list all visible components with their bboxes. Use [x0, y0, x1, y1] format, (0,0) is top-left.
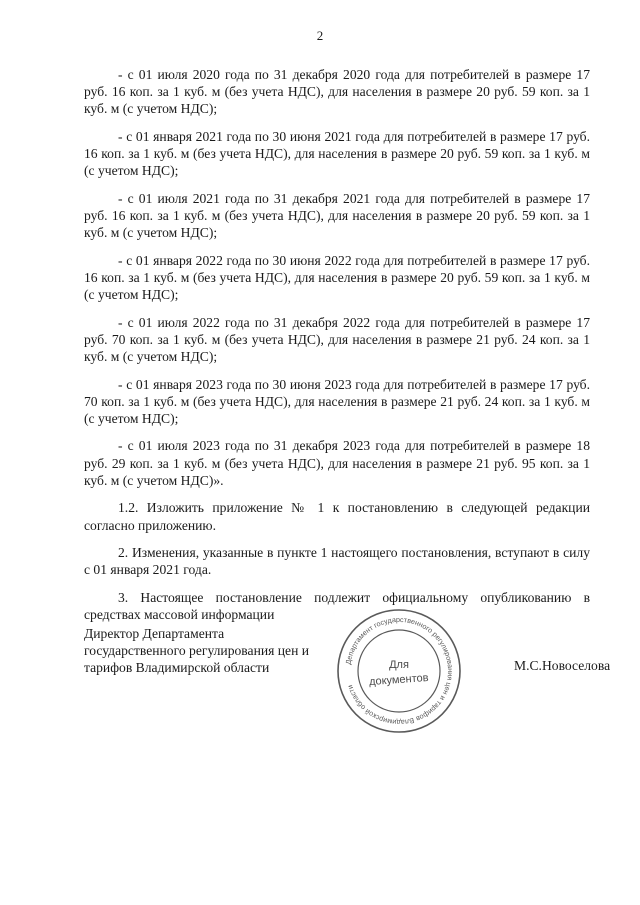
signature-position — [84, 625, 324, 676]
stamp-center-line-1: Для — [389, 659, 409, 671]
position-line: тарифов Владимирской области — [84, 660, 270, 675]
tariff-period-paragraph: - с 01 июля 2021 года по 31 декабря 2021 года для потребителей в размере 17 руб. 16 коп. за 1 куб. м (без учета НДС), для населения в размере 20 руб. 59 коп. за 1 куб. м (с учетом НДС); — [84, 190, 590, 241]
tariff-period-paragraph: - с 01 января 2021 года по 30 июня 2021 года для потребителей в размере 17 руб. 16 коп. за 1 куб. м (без учета НДС), для населения в размере 20 руб. 59 коп. за 1 куб. м (с учетом НДС); — [84, 128, 590, 179]
stamp-outer-ring — [338, 610, 460, 732]
clause-3-paragraph: 3. Настоящее постановление подлежит официальному опубликованию в средствах массовой информации — [84, 589, 590, 622]
tariff-period-paragraph: - с 01 июля 2023 года по 31 декабря 2023 года для потребителей в размере 18 руб. 29 коп. за 1 куб. м (без учета НДС), для населения в размере 21 руб. 95 коп. за 1 куб. м (с учетом НДС)». — [84, 438, 590, 488]
clause-2-paragraph: 2. Изменения, указанные в пункте 1 настоящего постановления, вступают в силу с 01 января 2021 года. — [84, 545, 590, 578]
position-line: Директор Департамента — [84, 626, 225, 641]
clause-1-2-paragraph: 1.2. Изложить приложение № 1 к постановлению в следующей редакции согласно приложению. — [84, 500, 590, 533]
tariff-period-paragraph: - с 01 января 2023 года по 30 июня 2023 года для потребителей в размере 17 руб. 70 коп. за 1 куб. м (без учета НДС), для населения в размере 21 руб. 24 коп. за 1 куб. м (с учетом НДС); — [84, 376, 590, 426]
tariff-period-paragraph: - с 01 июля 2020 года по 31 декабря 2020 года для потребителей в размере 17 руб. 16 коп. за 1 куб. м (без учета НДС), для населения в размере 20 руб. 59 коп. за 1 куб. м (с учетом НДС); — [84, 67, 590, 117]
signer-name: М.С.Новоселова — [514, 658, 611, 673]
tariff-period-paragraph: - с 01 января 2022 года по 30 июня 2022 года для потребителей в размере 17 руб. 16 коп. за 1 куб. м (без учета НДС), для населения в размере 20 руб. 59 коп. за 1 куб. м (с учетом НДС); — [84, 252, 590, 303]
stamp-center-line-2: документов — [368, 671, 429, 689]
stamp-ring-text: Департамент государственного регулирования цен и тарифов Владимирской области — [343, 614, 456, 728]
official-stamp — [334, 606, 464, 736]
tariff-period-paragraph: - с 01 июля 2022 года по 31 декабря 2022 года для потребителей в размере 17 руб. 70 коп. за 1 куб. м (без учета НДС), для населения в размере 21 руб. 24 коп. за 1 куб. м (с учетом НДС); — [84, 314, 590, 365]
position-line: государственного регулирования цен и — [84, 643, 310, 658]
page-number: 2 — [316, 28, 324, 43]
document-body — [84, 66, 590, 633]
